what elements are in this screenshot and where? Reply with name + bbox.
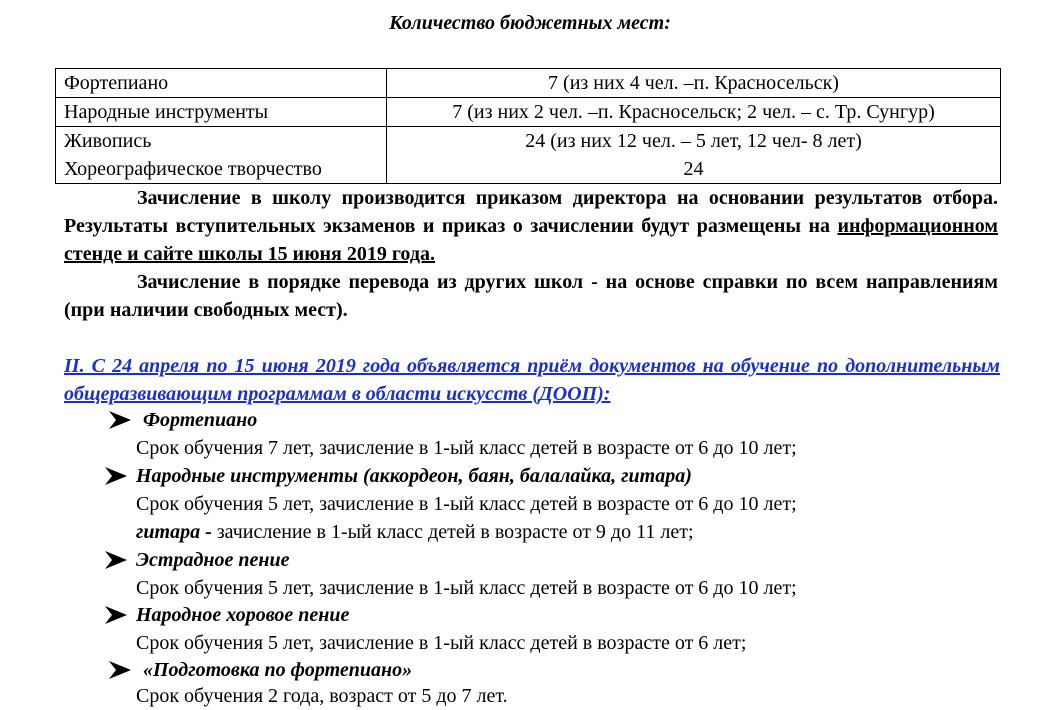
table-cell-places: 7 (из них 2 чел. –п. Красносельск; 2 чел. – с. Тр. Сунгур): [387, 98, 1001, 127]
program-name: Народное хоровое пение: [136, 604, 350, 626]
arrow-bullet-icon: [104, 605, 128, 625]
program-name: Эстрадное пение: [136, 549, 290, 571]
arrow-bullet-icon: [108, 410, 132, 430]
program-name: Народные инструменты (аккордеон, баян, балалайка, гитара): [136, 465, 692, 487]
guitar-details: зачисление в 1-ый класс детей в возрасте от 9 до 11 лет;: [211, 521, 694, 543]
table-cell-subject: Фортепиано: [56, 69, 387, 98]
enrollment-text: Зачисление в школу производится приказом директора на основании результатов отбора. Результаты вступительных экзаменов и приказ о зачислении будут размещены на: [64, 187, 998, 237]
table-row: [56, 98, 1001, 127]
program-name: Фортепиано: [143, 409, 258, 431]
table-cell-subject: Народные инструменты: [56, 98, 387, 127]
section-heading: II. С 24 апреля по 15 июня 2019 года объявляется приём документов на обучение по дополнительным общеразвивающим программам в области искусств (ДООП):: [64, 355, 1000, 405]
program-details: Срок обучения 5 лет, зачисление в 1-ый класс детей в возрасте от 6 до 10 лет;: [136, 577, 797, 599]
program-details-guitar: [136, 518, 694, 546]
transfer-paragraph: [64, 268, 998, 324]
program-details: Срок обучения 5 лет, зачисление в 1-ый класс детей в возрасте от 6 лет;: [136, 632, 747, 654]
enrollment-info-link: информационном стенде и сайте школы 15 июня 2019 года.: [64, 215, 998, 265]
table-row: [56, 127, 1001, 156]
transfer-text: Зачисление в порядке перевода из других школ - на основе справки по всем направлениям (при наличии свободных мест).: [64, 271, 998, 321]
enrollment-paragraph: [64, 184, 998, 268]
table-row: [56, 155, 1001, 184]
guitar-label: гитара -: [136, 521, 212, 543]
arrow-bullet-icon: [104, 550, 128, 570]
budget-places-table: [55, 68, 1001, 184]
table-cell-subject: Хореографическое творчество: [56, 155, 387, 184]
table-cell-subject: Живопись: [56, 127, 387, 156]
program-name: «Подготовка по фортепиано»: [143, 659, 413, 681]
table-cell-places: 24 (из них 12 чел. – 5 лет, 12 чел- 8 лет): [387, 127, 1001, 156]
table-cell-places: 7 (из них 4 чел. –п. Красносельск): [387, 69, 1001, 98]
page-title: Количество бюджетных мест:: [389, 12, 671, 34]
program-details: Срок обучения 2 года, возраст от 5 до 7 лет.: [136, 685, 508, 707]
table-row: [56, 69, 1001, 98]
arrow-bullet-icon: [108, 660, 132, 680]
program-details: Срок обучения 7 лет, зачисление в 1-ый класс детей в возрасте от 6 до 10 лет;: [136, 437, 797, 459]
arrow-bullet-icon: [104, 466, 128, 486]
table-cell-places: 24: [387, 155, 1001, 184]
program-details: Срок обучения 5 лет, зачисление в 1-ый класс детей в возрасте от 6 до 10 лет;: [136, 493, 797, 515]
